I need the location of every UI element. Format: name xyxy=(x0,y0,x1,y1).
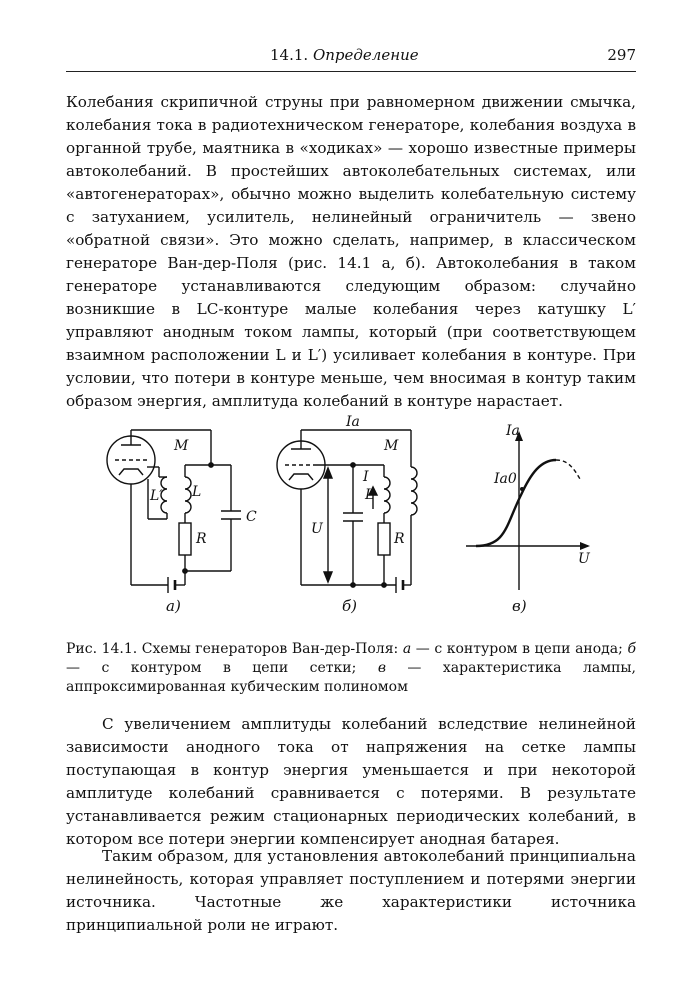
coil-l-icon xyxy=(185,477,191,513)
label-b-u: U xyxy=(311,521,323,537)
label-b-m: M xyxy=(384,438,399,454)
header-section xyxy=(270,46,419,64)
paragraph-3: Таким образом, для установления автоколебаний принципиальна нелинейность, которая управляет поступлением и потерями энергии источника. Частотные же характеристики источника принципиальной роли не играют. xyxy=(66,847,636,934)
label-a-c: C xyxy=(246,509,257,525)
caption-c-text: — характеристика лампы, аппроксимированная кубическим полиномом xyxy=(66,660,637,695)
circuit-b xyxy=(277,414,417,593)
label-a-l: L xyxy=(192,484,202,500)
characteristic-curve-extension xyxy=(556,460,580,479)
circuit-a xyxy=(107,430,257,593)
label-b-l: L xyxy=(365,487,375,503)
label-a-lprime: L′ xyxy=(150,488,163,504)
resistor-icon xyxy=(179,523,191,555)
running-header xyxy=(66,46,636,70)
figure-caption xyxy=(66,640,636,697)
caption-a-text: — с контуром в цепи анода; xyxy=(415,641,623,657)
section-number: 14.1. xyxy=(270,46,309,64)
sublabel-c: в) xyxy=(512,597,527,615)
caption-prefix: Рис. 14.1. Схемы генераторов Ван-дер-Поля: xyxy=(66,641,399,657)
label-a-r: R xyxy=(196,531,207,547)
sublabel-a: а) xyxy=(166,597,181,615)
paragraph-2: С увеличением амплитуды колебаний вследствие нелинейной зависимости анодного тока от напряжения на сетке лампы поступающая в контур энергия уменьшается и при некоторой амплитуде колебаний сравнивается с потерями. В результате устанавливается режим стационарных периодических колебаний, в котором все потери энергии компенсирует анодная батарея. xyxy=(66,715,636,848)
caption-c-label: в xyxy=(377,660,386,676)
caption-b-label: б xyxy=(627,641,636,657)
label-b-r: R xyxy=(394,531,405,547)
caption-a-label: а xyxy=(402,641,412,657)
section-title: Определение xyxy=(312,46,419,64)
label-b-i: I xyxy=(363,469,369,485)
caption-b-text: — с контуром в цепи сетки; xyxy=(66,660,357,676)
figure-14-1 xyxy=(66,405,636,630)
characteristic-c xyxy=(466,423,591,590)
label-a-m: M xyxy=(174,438,189,454)
label-c-u: U xyxy=(578,551,590,567)
header-rule xyxy=(66,71,636,72)
label-c-ia: Ia xyxy=(506,423,520,439)
label-c-ia0: Ia0 xyxy=(494,471,517,487)
paragraph-1: Колебания скрипичной струны при равномерном движении смычка, колебания тока в радиотехническом генераторе, колебания воздуха в органной трубе, маятника в «ходиках» — хорошо известные примеры автоколебаний. В простейших автоколебательных системах, или «автогенераторах», обычно можно выделить колебательную систему с затуханием, усилитель, нелинейный ограничитель — звено «обратной связи». Это можно сделать, например, в классическом генераторе Ван-дер-Поля (рис. 14.1 а, б). Автоколебания в таком генераторе устанавливаются следующим образом: случайно возникшие в LC-контуре малые колебания через катушку L′ управляют анодным током лампы, который (при соответствующем взаимном расположении L и L′) усиливает колебания в контуре. При условии, что потери в контуре меньше, чем вносимая в контур таким образом энергия, амплитуда колебаний в контуре нарастает. xyxy=(66,93,636,410)
label-b-ia: Ia xyxy=(346,414,360,430)
sublabel-b: б) xyxy=(342,597,358,615)
page-number: 297 xyxy=(607,46,636,64)
